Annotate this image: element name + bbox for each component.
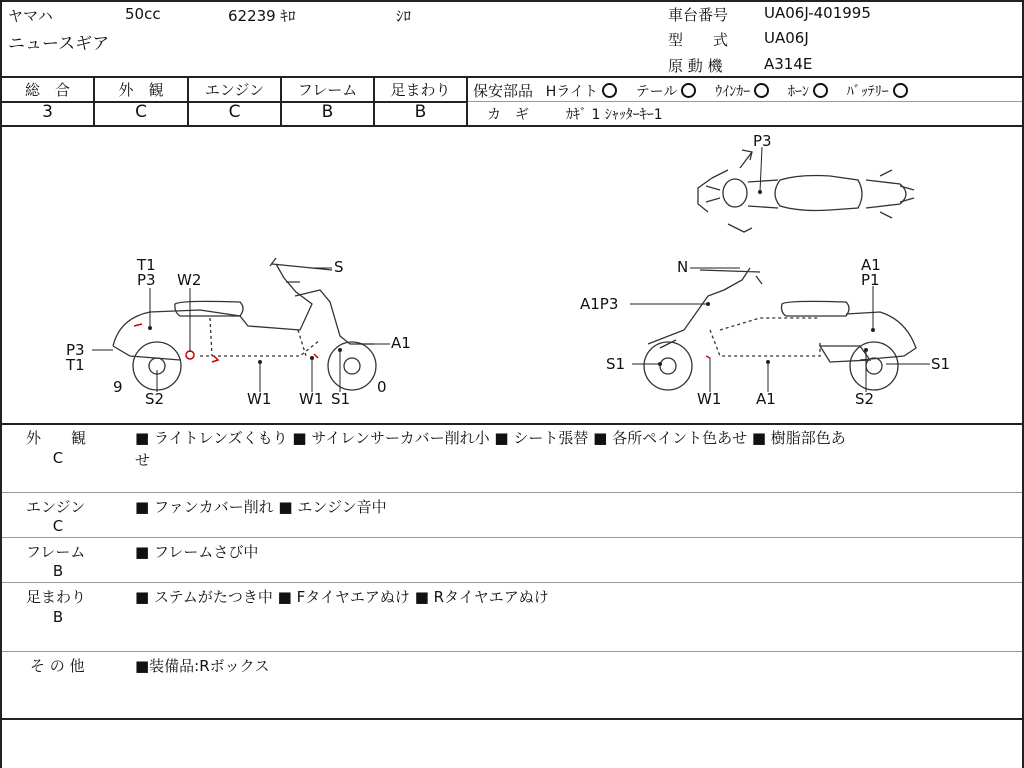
divider-remark-3 [0,582,1024,583]
divider-diagram-bottom [0,423,1024,425]
color: ｼﾛ [396,7,412,25]
remark-suspension-grade: B [52,608,64,626]
grade-suspension-value: B [414,102,427,122]
scooter-top-view [698,150,914,232]
remark-frame-grade: B [52,562,64,580]
ok-circle-icon [893,83,908,98]
label-right-s1-right: S1 [931,355,951,373]
label-right-a1-bottom: A1 [756,390,776,408]
safety-tail-label: テール [635,84,678,100]
maker-name: ヤマハ [8,7,53,25]
divider-remark-4 [0,651,1024,652]
remark-engine-text: ■ ファンカバー削れ ■ エンジン音中 [135,498,387,516]
safety-headlight-label: Hライト [545,84,598,100]
grade-exterior-value: C [135,102,147,122]
chassis-number: UA06J-401995 [764,4,871,22]
label-left-t1-top: T1 [137,256,156,274]
label-left-p3-top: P3 [137,271,156,289]
safety-headlight [546,81,617,101]
divider-remark-1 [0,492,1024,493]
remark-exterior-text-1: ■ ライトレンズくもり ■ サイレンサーカバー削れ小 ■ シート張替 ■ 各所ペイント色あせ ■ 樹脂部色あ [135,429,846,447]
remark-other-label: そ の 他 [30,657,85,675]
remark-frame-text: ■ フレームさび中 [135,543,259,561]
safety-tail [636,81,697,101]
safety-battery-label: ﾊﾞｯﾃﾘｰ [846,84,889,100]
label-left-nine: 9 [113,378,123,396]
label-left-s: S [334,258,344,276]
mileage: 62239 ｷﾛ [228,7,296,25]
grade-sep-5 [466,77,468,125]
remark-engine-label: エンジン [26,498,86,516]
label-left-s1: S1 [331,390,351,408]
grade-suspension-label: 足まわり [390,81,451,99]
diagram-labels [65,132,950,408]
grade-overall-label: 総 合 [24,81,70,99]
key-value: ｶｷﾞ 1 ｼｬｯﾀｰｷｰ1 [566,107,663,123]
divider-remark-2 [0,537,1024,538]
label-right-s1-left: S1 [606,355,626,373]
remark-frame-label: フレーム [26,543,86,561]
label-left-p3: P3 [66,341,85,359]
grade-overall-value: 3 [42,102,53,122]
label-right-s2: S2 [855,390,875,408]
engine-value: A314E [764,55,813,73]
remark-suspension-label: 足まわり [26,588,87,606]
remark-exterior-grade: C [52,449,64,467]
ok-circle-icon [602,83,617,98]
label-top-p3: P3 [753,132,772,150]
remark-suspension-text: ■ ステムがたつき中 ■ Fタイヤエアぬけ ■ Rタイヤエアぬけ [135,588,549,606]
engine-label: 原 動 機 [668,57,723,75]
safety-parts-row [473,80,908,101]
label-right-a1p3: A1P3 [580,295,619,313]
label-left-a1: A1 [391,334,411,352]
grade-engine-value: C [228,102,241,122]
grade-frame-value: B [321,102,334,122]
label-left-s2: S2 [145,390,165,408]
label-left-w1a: W1 [247,390,272,408]
remark-other-text: ■装備品:Rボックス [135,657,270,675]
divider-bottom [0,718,1024,720]
type-label: 型 式 [668,31,729,49]
safety-title: 保安部品 [473,82,534,100]
model-name: ニュースギア [8,34,110,54]
label-right-n: N [677,258,689,276]
ok-circle-icon [681,83,696,98]
displacement: 50cc [125,5,161,23]
key-label: カ ギ [487,107,529,123]
remark-exterior-text-2: せ [135,451,151,469]
grade-exterior-label: 外 観 [118,81,164,99]
chassis-label: 車台番号 [668,6,729,24]
ok-circle-icon [754,83,769,98]
grade-frame-label: フレーム [297,81,358,99]
safety-horn [788,81,828,101]
safety-battery [847,81,908,101]
safety-winker [715,81,769,101]
grade-engine-label: エンジン [204,81,265,99]
border-top [0,0,1024,2]
label-left-w2: W2 [177,271,202,289]
divider-safety-row [466,101,1024,102]
marker-dots [148,190,875,366]
type-value: UA06J [764,29,809,47]
safety-horn-label: ﾎｰﾝ [787,84,809,100]
label-left-t1: T1 [66,356,85,374]
label-left-w1b: W1 [299,390,324,408]
divider-header [0,76,1024,78]
remark-engine-grade: C [52,517,64,535]
label-left-zero: 0 [377,378,387,396]
label-right-w1: W1 [697,390,722,408]
damage-diagram [0,126,1024,422]
ok-circle-icon [813,83,828,98]
remark-exterior-label: 外 観 [26,429,87,447]
label-right-p1: P1 [861,271,880,289]
safety-winker-label: ｳｲﾝｶｰ [715,84,751,100]
leader-lines [92,147,930,392]
label-right-a1-top: A1 [861,256,881,274]
